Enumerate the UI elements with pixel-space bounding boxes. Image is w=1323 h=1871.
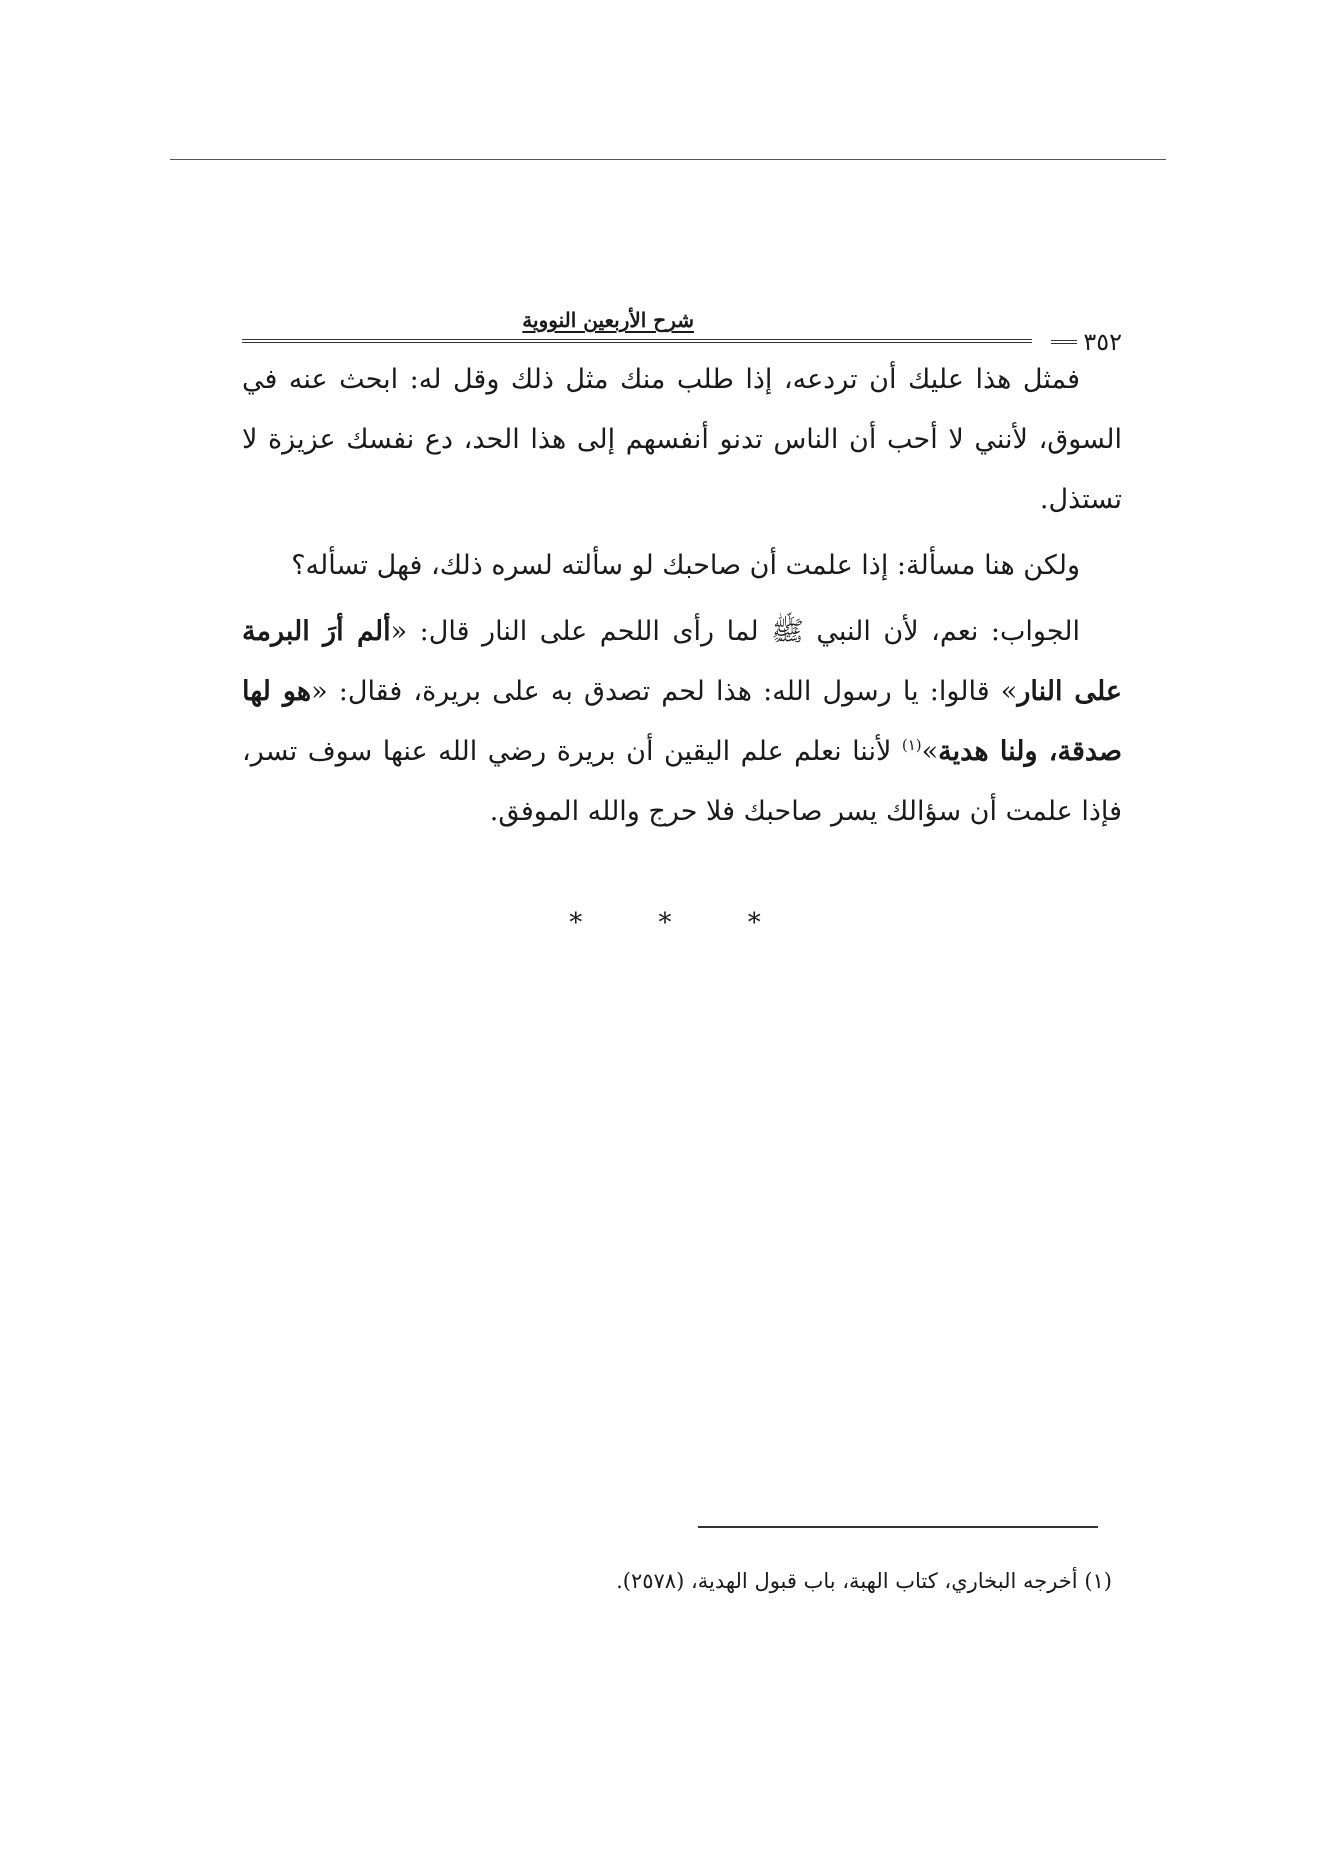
- paragraph-1: فمثل هذا عليك أن تردعه، إذا طلب منك مثل ذلك وقل له: ابحث عنه في السوق، لأنني لا أحب أن الناس تدنو أنفسهم إلى هذا الحد، دع نفسك عزيزة لا تستذل.: [242, 364, 1122, 515]
- paragraph-2: ولكن هنا مسألة: إذا علمت أن صاحبك لو سألته لسره ذلك، فهل تسأله؟: [291, 550, 1080, 581]
- book-title: شرح الأربعين النووية: [522, 308, 694, 332]
- page-number: [1051, 328, 1122, 356]
- footnote-number: (١): [1084, 1569, 1112, 1593]
- scan-top-line: [170, 159, 1166, 160]
- footnote-reference: (١): [901, 736, 922, 754]
- paragraph-3-part-c: »: [921, 736, 939, 767]
- header-rule: [242, 339, 1032, 343]
- paragraph-3-part-b: » قالوا: يا رسول الله: هذا لحم تصدق به على بريرة، فقال: «: [311, 676, 1018, 707]
- page-number-rule: [1051, 340, 1077, 344]
- hadith-quote-2: هو لها صدقة، ولنا هدية: [242, 676, 1122, 767]
- paragraph-3: [242, 602, 1122, 842]
- document-page: [242, 290, 1122, 938]
- hadith-quote-1: ألم أرَ البرمة على النار: [242, 616, 1122, 707]
- footnote-rule: [698, 1526, 1098, 1528]
- footnote: [242, 1564, 1112, 1598]
- paragraph-3-part-a: الجواب: نعم، لأن النبي ﷺ لما رأى اللحم على النار قال: «: [390, 616, 1081, 647]
- paragraph-3-part-d: لأننا نعلم علم اليقين أن بريرة رضي الله عنها سوف تسر، فإذا علمت أن سؤالك يسر صاحبك فلا حرج والله الموفق.: [242, 736, 1122, 827]
- section-separator: * * *: [569, 908, 795, 938]
- body-text: [242, 350, 1122, 842]
- footnote-text: أخرجه البخاري، كتاب الهبة، باب قبول الهدية، (٢٥٧٨).: [616, 1569, 1078, 1593]
- running-header: [242, 290, 1122, 356]
- page-number-text: ٣٥٢: [1083, 328, 1122, 356]
